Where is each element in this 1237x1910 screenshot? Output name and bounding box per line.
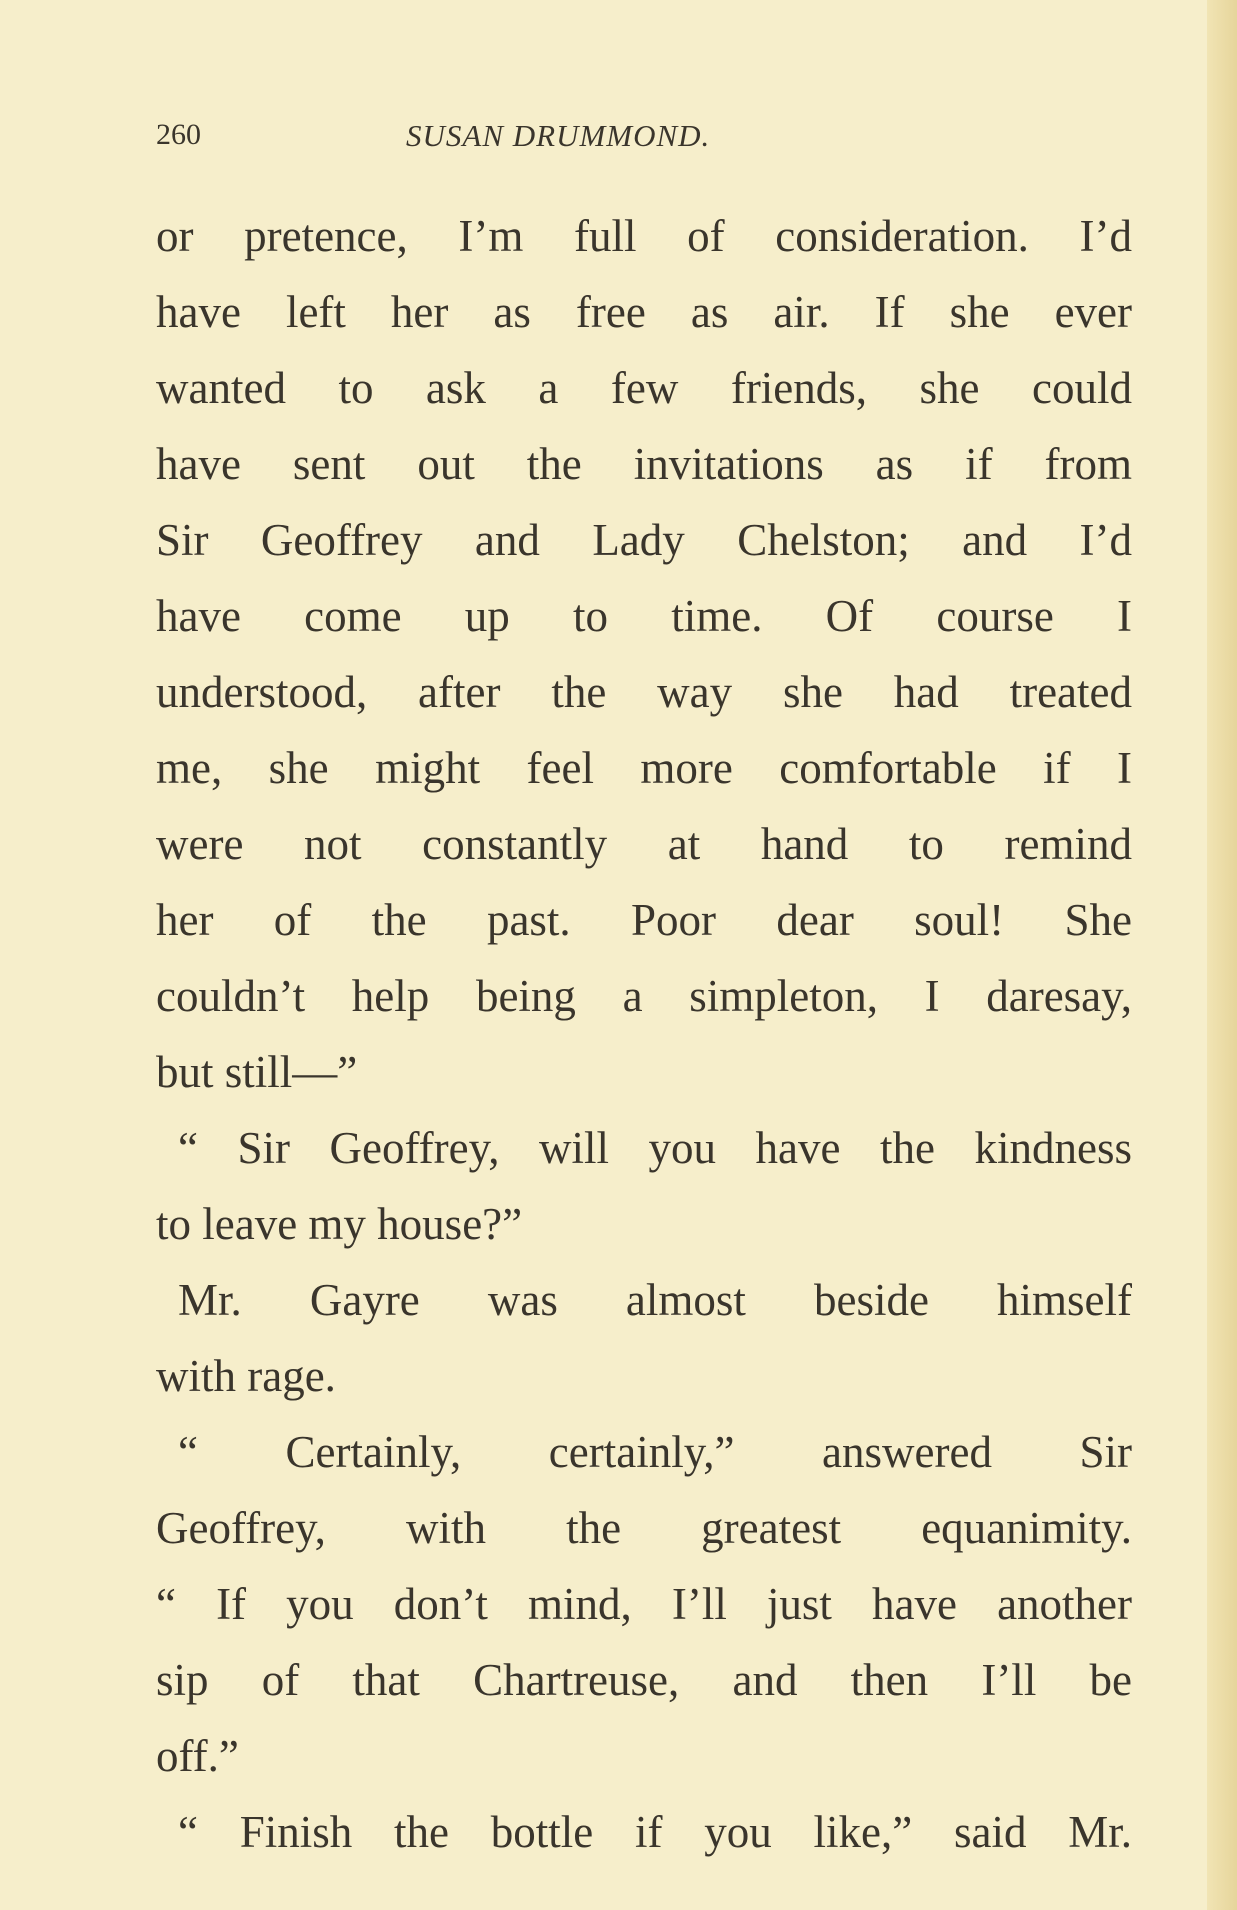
text-line: to leave my house?” — [156, 1199, 523, 1249]
text-line: Mr. Gayre was almost beside himself — [178, 1275, 1132, 1325]
text-line: with rage. — [156, 1351, 336, 1401]
text-line: but still—” — [156, 1047, 358, 1097]
text-line: “ Sir Geoffrey, will you have the kindness — [178, 1123, 1132, 1173]
text-line: understood, after the way she had treated — [156, 667, 1132, 717]
text-line: me, she might feel more comfortable if I — [156, 743, 1132, 793]
page-header — [156, 118, 1132, 168]
text-line: “ If you don’t mind, I’ll just have another — [156, 1579, 1132, 1629]
text-line: or pretence, I’m full of consideration. I’d — [156, 211, 1132, 261]
page-number: 260 — [156, 118, 201, 151]
text-line: “ Finish the bottle if you like,” said Mr. — [178, 1807, 1132, 1857]
text-line: have come up to time. Of course I — [156, 591, 1132, 641]
text-line: wanted to ask a few friends, she could — [156, 363, 1132, 413]
text-line: Geoffrey, with the greatest equanimity. — [156, 1503, 1132, 1553]
text-line: couldn’t help being a simpleton, I daresay, — [156, 971, 1132, 1021]
text-line: have left her as free as air. If she ever — [156, 287, 1132, 337]
text-line: were not constantly at hand to remind — [156, 819, 1132, 869]
text-line: Sir Geoffrey and Lady Chelston; and I’d — [156, 515, 1132, 565]
running-title: SUSAN DRUMMOND. — [406, 118, 711, 153]
text-line: have sent out the invitations as if from — [156, 439, 1132, 489]
text-line: her of the past. Poor dear soul! She — [156, 895, 1132, 945]
page-edge-shadow — [1207, 0, 1237, 1910]
text-line: off.” — [156, 1731, 239, 1781]
page-body-text — [156, 198, 1132, 1870]
text-line: “ Certainly, certainly,” answered Sir — [178, 1427, 1132, 1477]
text-line: sip of that Chartreuse, and then I’ll be — [156, 1655, 1132, 1705]
